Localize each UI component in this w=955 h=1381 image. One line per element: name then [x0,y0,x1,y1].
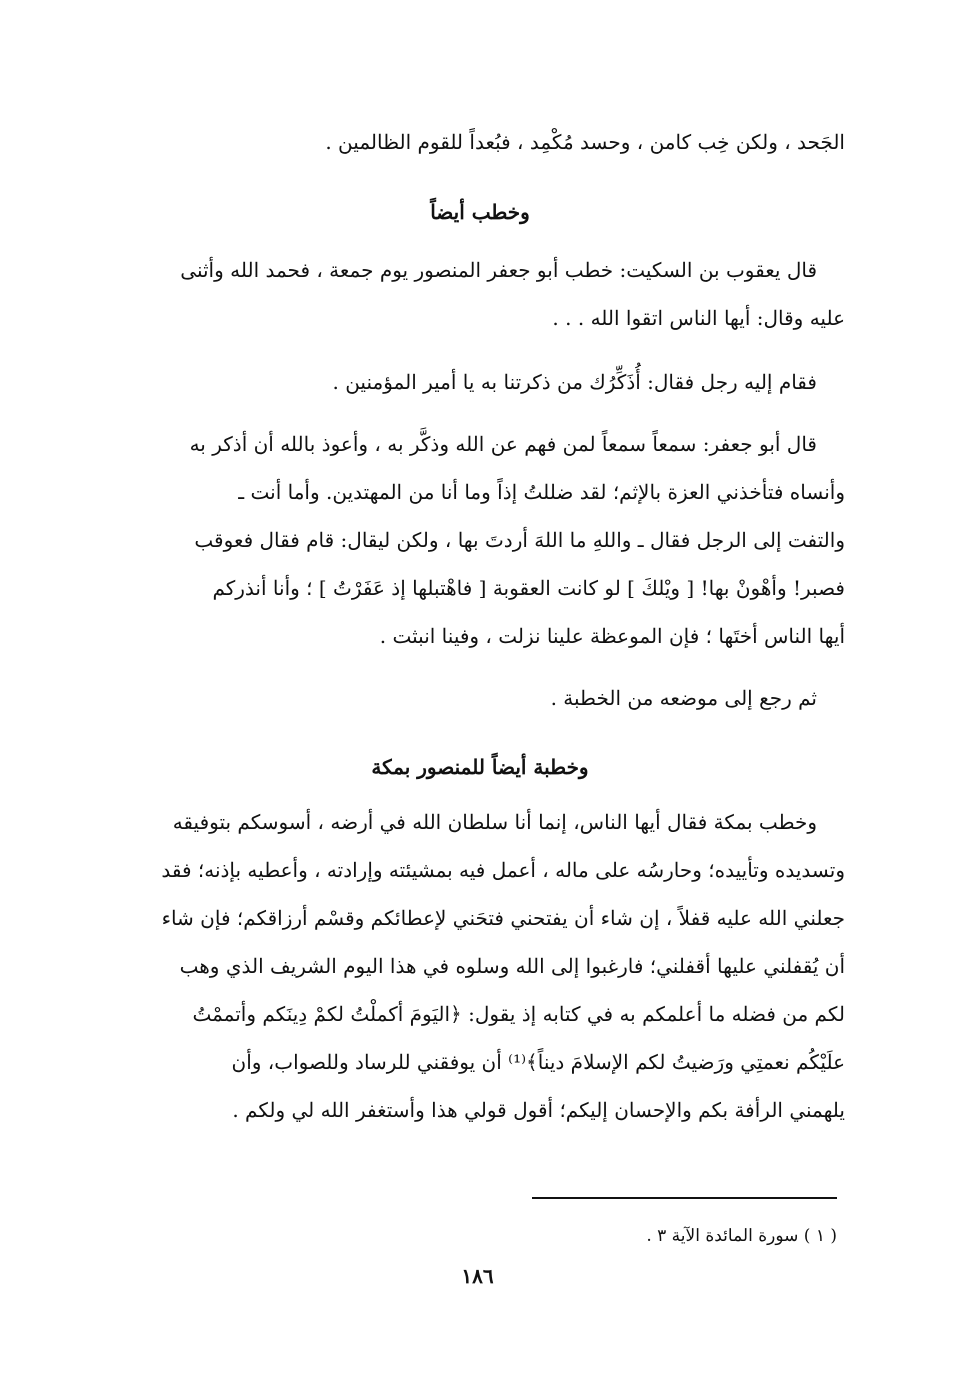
text-line: الجَحد ، ولكن خِب كامن ، وحسد مُكْمِد ، فبُعداً للقوم الظالمين . [325,130,845,154]
text-line: وتسديده وتأييده؛ وحارسُه على ماله ، أعمل فيه بمشيئته وإرادته ، وأعطيه بإذنه؛ فقد [161,858,845,882]
footnote: ( ١ ) سورة المائدة الآية ٣ . [646,1226,837,1246]
intro-line [265,118,845,166]
page-number: ١٨٦ [461,1264,494,1288]
text-line: عليه وقال: أيها الناس اتقوا الله . . . [552,306,845,330]
paragraph [100,246,845,342]
paragraph [100,798,845,1134]
text-line: قال يعقوب بن السكيت: خطب أبو جعفر المنصور يوم جمعة ، فحمد الله وأثنى [180,258,817,282]
text-line: فصبر! وأهْونْ بها! [ ويْلكَ ] لو كانت العقوبة [ فاهْتبلها إذ عَفَرْتُ ] ؛ وأنا أنذركم [212,576,845,600]
paragraph [100,674,845,722]
footnote-separator [532,1197,837,1199]
text-line: ثم رجع إلى موضعه من الخطبة . [550,686,817,710]
text-line: أن يُقفلني عليها أقفلني؛ فارغبوا إلى الله وسلوه في هذا اليوم الشريف الذي وهب [179,954,845,978]
text-line: لكم من فضله ما أعلمكم به في كتابه إذ يقول: ﴿اليَومَ أكملْتُ لكمْ دِينَكم وأتممْتُ [192,1002,845,1026]
text-line: قال أبو جعفر: سمعاً سمعاً لمن فهم عن الله وذكَّر به ، وأعوذ بالله أن أذكر به [189,432,817,456]
text-line: فقام إليه رجل فقال: أُذَكِّرُك من ذكرتنا به يا أمير المؤمنين . [332,370,817,394]
text-line: وخطب بمكة فقال أيها الناس، إنما أنا سلطان الله في أرضه ، أسوسكم بتوفيقه [172,810,817,834]
text-line: وأنساه فتأخذني العزة بالإثم؛ لقد ضللتُ إذاً وما أنا من المهتدين. وأما أنت ـ [238,480,845,504]
paragraph [100,420,845,660]
text-line: جعلني الله عليه قفلاً ، إن شاء أن يفتحني فتحَني لإعطائكم وقسْم أرزاقكم؛ فإن شاء [161,906,845,930]
text-line: يلهمني الرأفة بكم والإحسان إليكم؛ أقول قولي هذا وأستغفر الله لي ولكم . [232,1098,845,1122]
text-line: والتفت إلى الرجل فقال ـ واللهِ ما اللهَ أردتَ بها ، ولكن ليقال: قام فقال فعوقب [194,528,845,552]
text-line: أيها الناس أختَها ؛ فإن الموعظة علينا نزلت ، وفينا انبثت . [379,624,845,648]
section-heading: وخطب أيضاً [430,200,530,224]
text-line: علَيْكُم نعمتِي ورَضيتُ لكم الإسلامَ ديناً﴾⁽¹⁾ أن يوفقني للرساد وللصواب، وأن [231,1050,845,1074]
paragraph [100,358,845,406]
section-heading: وخطبة أيضاً للمنصور بمكة [371,755,589,779]
